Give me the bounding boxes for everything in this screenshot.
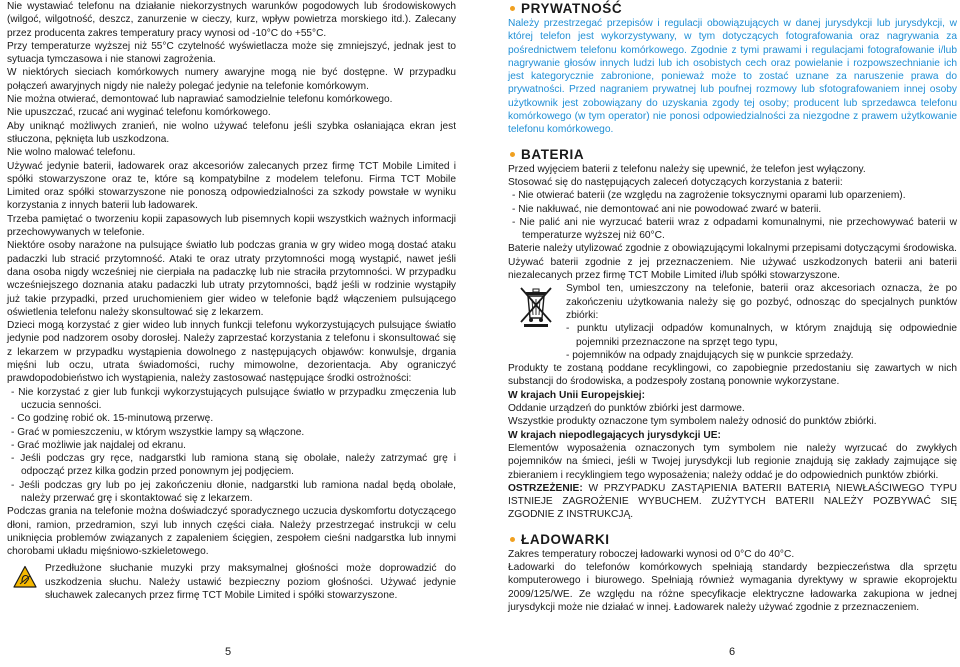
battery-item: - Nie otwierać baterii (ze względu na zagrożenie toksycznymi oparami lub oparzeniem).	[512, 190, 906, 202]
page-number-right: 6	[729, 646, 736, 658]
backup-paragraph: Trzeba pamiętać o tworzeniu kopii zapasowych lub pisemnych kopii wszystkich ważnych informacji przechowywanych w telefonie.	[7, 213, 456, 239]
caution-paragraph: OSTRZEŻENIE: W PRZYPADKU ZASTĄPIENIA BATERII BATERIĄ NIEWŁAŚCIWEGO TYPU ISTNIEJE ZAGROŻENIE WYBUCHEM. ZUŻYTYCH BATERII NALEŻY POZBYWAĆ SIĘ ZGODNIE Z INSTRUKCJĄ.	[508, 482, 957, 521]
eu-heading: W krajach Unii Europejskiej:	[508, 389, 646, 401]
bullet-icon	[510, 537, 515, 542]
precaution-item: - Co godzinę robić ok. 15-minutową przerwę.	[11, 413, 214, 425]
right-column	[508, 0, 957, 614]
privacy-paragraph: Należy przestrzegać przepisów i regulacji obowiązujących w danej jurysdykcji lub jurysdykcji, w której telefon jest wykorzystywany, w tym dotyczących fotografowania oraz nagrywania za pośrednictwem telefonu komórkowego. Zgodnie z tymi prawami i regulacjami fotografowanie i/lub nagrywanie głosów innych ludzi lub ich osobistych cech oraz powielanie i rozpowszechnianie ich jest kategorycznie zabronione, ponieważ może to zostać uznane za naruszenie prawa do prywatności. Przed nagraniem prywatnej lub poufnej rozmowy lub sfotografowaniem innej osoby użytkownik jest zobowiązany do uzyskania zgody tej osoby; producent lub sprzedawca telefonu komórkowego (w tym operator) nie ponosi odpowiedzialności za niezgodne z prawem użytkowanie telefonu komórkowego.	[508, 18, 957, 136]
eu-text: Wszystkie produkty oznaczone tym symbolem należy odnosić do punktów zbiórki.	[508, 416, 877, 428]
bin-symbol-block	[508, 282, 957, 362]
symbol-text: Symbol ten, umieszczony na telefonie, baterii oraz akcesoriach oznacza, że po zakończeniu użytkowania należy się go pozbyć, odnosząc do specjalnych punktów zbiórki:	[566, 283, 957, 321]
chargers-text: Ładowarki do telefonów komórkowych spełniają standardy bezpieczeństwa dla sprzętu komputerowego i biurowego. Spełniają również wymagania dyrektywy w sprawie ekoprojektu 2009/125/WE. Ze względu na różne specyfikacje elektryczne ładowarka zakupiona w jednej jurysdykcji może nie działać w innej. Ładowarek należy używać zgodnie z przeznaczeniem.	[508, 561, 957, 613]
privacy-heading: PRYWATNOŚĆ	[521, 1, 623, 16]
eu-text: Oddanie urządzeń do punktów zbiórki jest darmowe.	[508, 403, 745, 415]
battery-disposal: Baterie należy utylizować zgodnie z obowiązującymi lokalnymi przepisami dotyczącymi środowiska. Używać baterii zgodnie z jej przeznaczeniem. Nie używać uszkodzonych baterii ani baterii niezalecanych przez firmę TCT Mobile Limited i/lub spółki stowarzyszone.	[508, 243, 957, 282]
epilepsy-paragraph: Niektóre osoby narażone na pulsujące światło lub podczas grania w gry wideo mogą dostać ataku padaczki lub stracić przytomność. Ataki te oraz utraty przytomności mogą wystąpić, nawet jeśli dana osoba nigdy wcześniej nie cierpiała na padaczkę lub nie straciła przytomności. W przypadku wcześniejszego doznania ataku padaczki lub utraty przytomności, bądź jeśli w rodzinie wystąpiły już takie przypadki, przed uruchomieniem gier wideo w telefonie bądź włączeniem pulsującego oświetlenia telefonu należy skonsultować się z lekarzem.	[7, 240, 456, 318]
precaution-item: - Nie korzystać z gier lub funkcji wykorzystujących pulsujące światło w przypadku zmęczenia lub uczucia senności.	[11, 386, 456, 411]
section-heading-battery	[508, 146, 957, 163]
bullet-icon	[510, 6, 515, 11]
intro-paragraph: W niektórych sieciach komórkowych numery awaryjne mogą nie być dostępne. W przypadku połączeń awaryjnych nigdy nie należy polegać jedynie na telefonie komórkowym.	[7, 67, 456, 92]
chargers-text: Zakres temperatury roboczej ładowarki wynosi od 0°C do 40°C.	[508, 548, 795, 560]
intro-paragraph: Przy temperaturze wyższej niż 55°C czytelność wyświetlacza może się zmniejszyć, jednak jest to sytuacja tymczasowa i nie stanowi zagrożenia.	[7, 40, 456, 66]
bin-symbol-text	[566, 282, 957, 362]
battery-intro: Przed wyjęciem baterii z telefonu należy się upewnić, że telefon jest wyłączony.	[508, 163, 866, 175]
page-number-left: 5	[225, 646, 232, 658]
crossed-out-bin-icon	[516, 284, 556, 328]
section-heading-chargers	[508, 531, 957, 548]
precaution-item: - Jeśli podczas gry lub po jej zakończeniu dłonie, nadgarstki lub ramiona nadal będą obolałe, należy przerwać grę i skontaktować się z lekarzem.	[11, 479, 456, 504]
left-column	[7, 0, 456, 602]
hearing-paragraph: Przedłużone słuchanie muzyki przy maksymalnej głośności może doprowadzić do uszkodzenia słuchu. Należy ustawić bezpieczny poziom głośności. Używać jedynie słuchawek zalecanych przez firmę TCT Mobile Limited i spółki stowarzyszone.	[45, 563, 456, 602]
intro-paragraph: Nie upuszczać, rzucać ani wyginać telefonu komórkowego.	[7, 107, 271, 119]
battery-heading: BATERIA	[521, 146, 585, 162]
intro-paragraph: Nie wystawiać telefonu na działanie niekorzystnych warunków pogodowych lub środowiskowych (wilgoć, wilgotność, deszcz, zanurzenie w cieczy, kurz, wpływ powietrza morskiego itd.). Zalecany przez producenta zakres temperatury pracy wynosi od -10°C do +55°C.	[7, 1, 456, 39]
intro-paragraph: Nie można otwierać, demontować lub naprawiać samodzielnie telefonu komórkowego.	[7, 94, 393, 106]
precaution-item: - Jeśli podczas gry ręce, nadgarstki lub ramiona staną się obolałe, należy zatrzymać grę i odpocząć przez kilka godzin przed ponownym jej podjęciem.	[11, 453, 456, 478]
intro-paragraph: Aby uniknąć możliwych zranień, nie wolno używać telefonu jeśli szybka osłaniająca ekran jest stłuczona, pęknięta lub uszkodzona.	[7, 120, 456, 145]
battery-item: - Nie palić ani nie wyrzucać baterii wraz z odpadami komunalnymi, nie przechowywać baterii w temperaturze wyższej niż 60°C.	[512, 216, 957, 242]
symbol-item: - punktu utylizacji odpadów komunalnych, w którym znajdują się odpowiednie pojemniki przeznaczone na sprzęt tego typu,	[566, 323, 957, 348]
battery-precautions-intro: Stosować się do następujących zaleceń dotyczących korzystania z baterii:	[508, 176, 843, 188]
bullet-icon	[510, 152, 515, 157]
battery-item: - Nie nakłuwać, nie demontować ani nie powodować zwarć w baterii.	[512, 203, 822, 215]
recycle-paragraph: Produkty te zostaną poddane recyklingowi, co zapobiegnie przedostaniu się zawartych w nich substancji do środowiska, a podzespoły zostaną ponownie wykorzystane.	[508, 363, 957, 388]
intro-block	[7, 0, 456, 160]
noneu-text: Elementów wyposażenia oznaczonych tym symbolem nie należy wyrzucać do zwykłych pojemników na śmieci, jeśli w Twojej jurysdykcji lub regionie znajdują się zakłady zajmujące się zbieraniem i recyklingiem tego wyposażenia; należy oddać je do odpowiednich punktów zbiórki.	[508, 442, 957, 481]
hearing-warning	[7, 562, 456, 602]
section-heading-privacy	[508, 0, 957, 17]
parents-paragraph: Dzieci mogą korzystać z gier wideo lub innych funkcji telefonu wykorzystujących pulsujące światło jedynie pod nadzorem osoby dorosłej. Należy zaprzestać korzystania z telefonu i skonsultować się z lekarzem w przypadku wystąpienia dowolnego z następujących objawów: konwulsje, drgania mięśni lub oczu, utrata świadomości, ruchy mimowolne, dezorientacja. Aby ograniczyć prawdopodobieństwo ich wystąpienia, należy zastosować następujące środki ostrożności:	[7, 320, 456, 385]
symbol-item: - pojemników na odpady znajdujących się w punkcie sprzedaży.	[566, 349, 854, 361]
rsi-paragraph: Podczas grania na telefonie można doświadczyć sporadycznego uczucia dyskomfortu dotyczącego dłoni, ramion, przedramion, szyi lub innych części ciała. Należy przestrzegać instrukcji w celu uniknięcia problemów związanych z zapaleniem ścięgien, zespołem cieśni nadgarstka lub innymi chorobami układu mięśniowo-szkieletowego.	[7, 506, 456, 558]
intro-paragraph: Nie wolno malować telefonu.	[7, 147, 136, 159]
noneu-heading: W krajach niepodlegających jurysdykcji UE:	[508, 429, 721, 441]
battery-use-paragraph: Używać jedynie baterii, ładowarek oraz akcesoriów zalecanych przez firmę TCT Mobile Limited i spółki stowarzyszone oraz te, które są kompatybilne z modelem telefonu. Firma TCT Mobile Limited oraz spółki stowarzyszone nie ponoszą odpowiedzialności za szkody powstałe w wyniku korzystania z innych baterii lub ładowarek.	[7, 160, 456, 212]
precaution-item: - Grać możliwie jak najdalej od ekranu.	[11, 439, 186, 451]
precaution-item: - Grać w pomieszczeniu, w którym wszystkie lampy są włączone.	[11, 426, 305, 438]
chargers-heading: ŁADOWARKI	[521, 531, 610, 547]
hearing-warning-icon	[13, 565, 37, 589]
